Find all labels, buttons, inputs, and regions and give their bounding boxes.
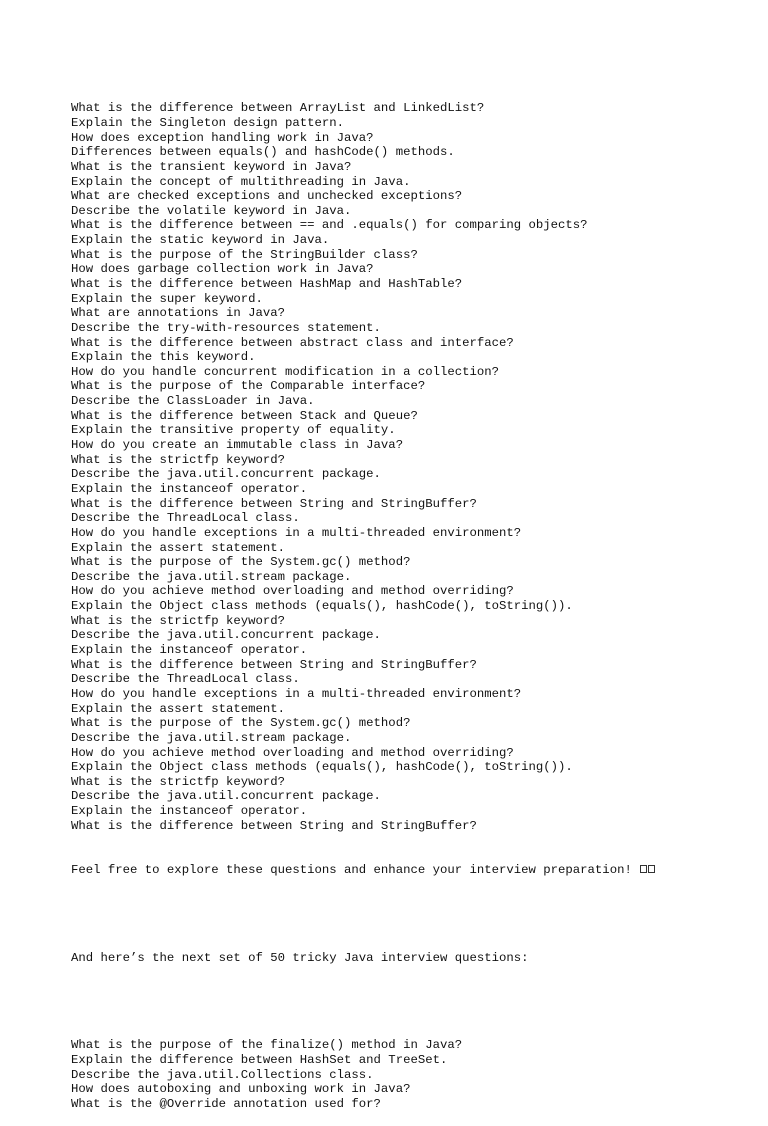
- question-line: What is the strictfp keyword?: [71, 774, 286, 789]
- closing-line: [71, 863, 748, 878]
- question-line: How do you handle exceptions in a multi-threaded environment?: [71, 525, 522, 540]
- question-line: Describe the ClassLoader in Java.: [71, 394, 315, 409]
- question-line: Describe the ThreadLocal class.: [71, 511, 300, 526]
- question-line: Explain the instanceof operator.: [71, 481, 308, 496]
- question-list-part-2: [71, 1038, 748, 1111]
- question-line: Describe the java.util.concurrent package.: [71, 789, 381, 804]
- question-line: How do you achieve method overloading and method overriding?: [71, 584, 514, 599]
- question-line: Explain the instanceof operator.: [71, 643, 308, 658]
- question-line: Describe the java.util.stream package.: [71, 730, 352, 745]
- question-line: Explain the instanceof operator.: [71, 804, 308, 819]
- question-line: How do you achieve method overloading and method overriding?: [71, 745, 514, 760]
- question-line: Explain the difference between HashSet and TreeSet.: [71, 1053, 448, 1068]
- question-list-part-1: [71, 101, 748, 833]
- question-line: What are annotations in Java?: [71, 306, 286, 321]
- question-line: What are checked exceptions and unchecked exceptions?: [71, 189, 463, 204]
- question-line: What is the @Override annotation used for?: [71, 1097, 381, 1112]
- blank-line: [71, 907, 748, 922]
- missing-glyph-icon: [648, 865, 655, 873]
- question-line: What is the strictfp keyword?: [71, 452, 286, 467]
- question-line: What is the difference between String and StringBuffer?: [71, 818, 477, 833]
- question-line: Explain the static keyword in Java.: [71, 233, 330, 248]
- question-line: How do you handle exceptions in a multi-threaded environment?: [71, 686, 522, 701]
- question-line: Describe the java.util.concurrent package.: [71, 467, 381, 482]
- question-line: Describe the java.util.Collections class.: [71, 1067, 374, 1082]
- question-line: How do you create an immutable class in Java?: [71, 438, 404, 453]
- question-line: Explain the assert statement.: [71, 701, 286, 716]
- question-line: Explain the transitive property of equality.: [71, 423, 396, 438]
- question-line: What is the difference between abstract class and interface?: [71, 335, 514, 350]
- missing-glyph-icon: [640, 865, 647, 873]
- document-page: [71, 72, 748, 1126]
- question-line: What is the difference between HashMap and HashTable?: [71, 277, 463, 291]
- question-line: What is the transient keyword in Java?: [71, 159, 352, 174]
- question-line: Differences between equals() and hashCode() methods.: [71, 145, 455, 160]
- question-line: Describe the ThreadLocal class.: [71, 672, 300, 687]
- question-line: Explain the Object class methods (equals(), hashCode(), toString()).: [71, 760, 573, 775]
- question-line: How does autoboxing and unboxing work in Java?: [71, 1082, 411, 1097]
- question-line: Describe the volatile keyword in Java.: [71, 203, 352, 218]
- closing-line-text: Feel free to explore these questions and enhance your interview preparation!: [71, 862, 632, 877]
- question-line: Explain the assert statement.: [71, 540, 286, 555]
- question-line: What is the difference between == and .equals() for comparing objects?: [71, 218, 588, 233]
- question-line: What is the purpose of the System.gc() method?: [71, 555, 411, 570]
- question-line: Explain the this keyword.: [71, 350, 256, 365]
- question-line: What is the purpose of the Comparable interface?: [71, 379, 426, 394]
- next-set-intro: And here’s the next set of 50 tricky Java interview questions:: [71, 950, 529, 965]
- question-line: How do you handle concurrent modification in a collection?: [71, 364, 500, 379]
- question-line: What is the difference between ArrayList and LinkedList?: [71, 101, 485, 116]
- question-line: What is the strictfp keyword?: [71, 613, 286, 628]
- question-line: What is the difference between Stack and Queue?: [71, 408, 418, 423]
- question-line: Explain the concept of multithreading in Java.: [71, 174, 411, 189]
- question-line: What is the purpose of the System.gc() method?: [71, 716, 411, 731]
- question-line: Describe the java.util.concurrent package.: [71, 628, 381, 643]
- question-line: Describe the java.util.stream package.: [71, 569, 352, 584]
- blank-line: [71, 995, 748, 1010]
- question-line: What is the difference between String and StringBuffer?: [71, 496, 477, 511]
- question-line: What is the difference between String and StringBuffer?: [71, 657, 477, 672]
- question-line: What is the purpose of the StringBuilder class?: [71, 247, 418, 262]
- question-line: How does garbage collection work in Java?: [71, 262, 374, 277]
- question-line: Explain the Singleton design pattern.: [71, 115, 345, 130]
- question-line: Describe the try-with-resources statement.: [71, 320, 381, 335]
- question-line: Explain the Object class methods (equals(), hashCode(), toString()).: [71, 599, 573, 614]
- question-line: Explain the super keyword.: [71, 291, 263, 306]
- question-line: What is the purpose of the finalize() method in Java?: [71, 1038, 463, 1053]
- question-line: How does exception handling work in Java?: [71, 130, 374, 145]
